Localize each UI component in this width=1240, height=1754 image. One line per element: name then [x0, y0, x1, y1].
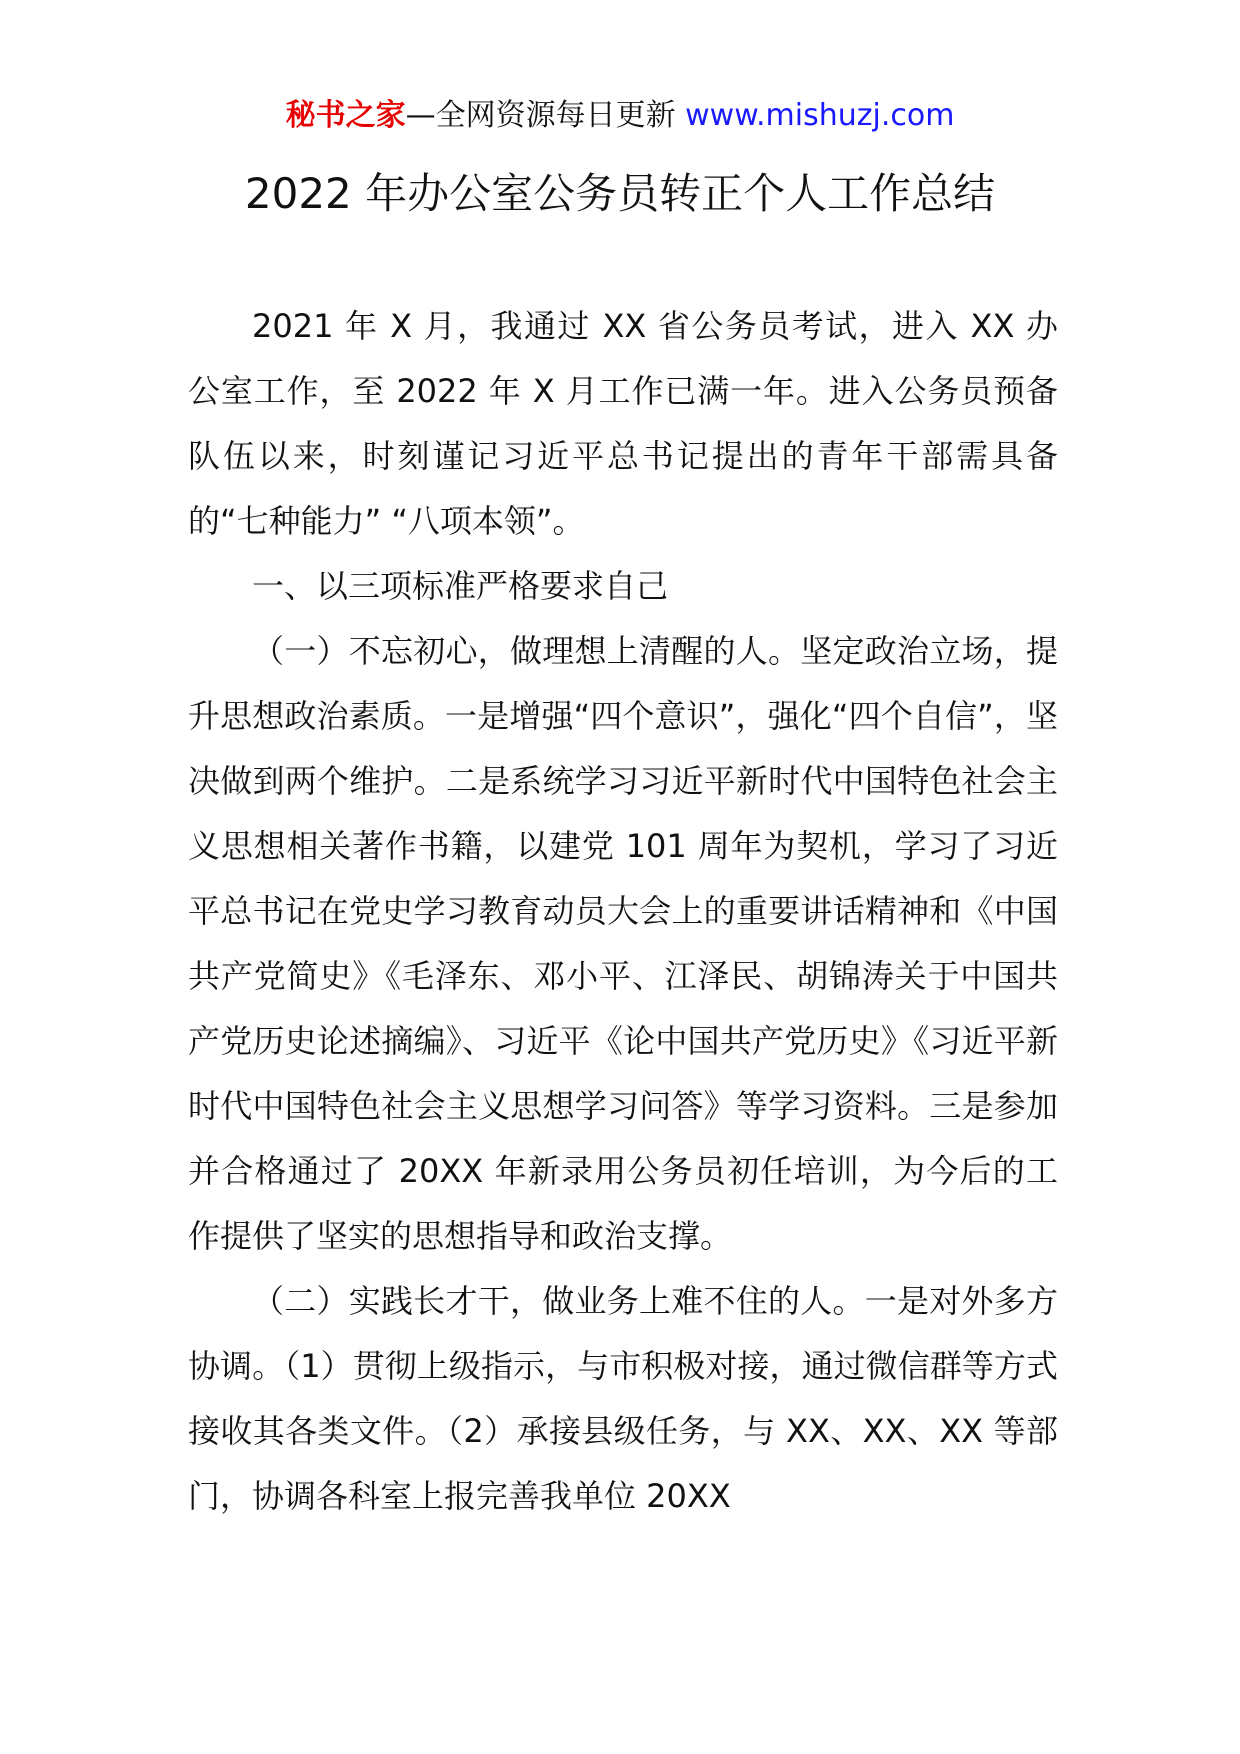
- header-tagline: —全网资源每日更新: [405, 98, 686, 133]
- site-header: [0, 96, 1240, 136]
- brand-name: 秘书之家: [285, 98, 406, 133]
- document-title: 2022 年办公室公务员转正个人工作总结: [244, 169, 996, 218]
- document-body: [188, 294, 1058, 1529]
- paragraph-intro: 2021 年 X 月，我通过 XX 省公务员考试，进入 XX 办公室工作，至 2022 年 X 月工作已满一年。进入公务员预备队伍以来，时刻谨记习近平总书记提出的青年干部需具备的“七种能力” “八项本领”。: [188, 307, 1058, 540]
- section-heading-1: 一、以三项标准严格要求自己: [252, 567, 669, 605]
- site-url-link[interactable]: www.mishuzj.com: [685, 98, 955, 133]
- paragraph-section-1-2: （二）实践长才干，做业务上难不住的人。一是对外多方协调。（1）贯彻上级指示，与市积极对接，通过微信群等方式接收其各类文件。（2）承接县级任务，与 XX、XX、XX 等部门，协调各科室上报完善我单位 20XX: [188, 1282, 1058, 1515]
- paragraph-section-1-1: （一）不忘初心，做理想上清醒的人。坚定政治立场，提升思想政治素质。一是增强“四个意识”，强化“四个自信”，坚决做到两个维护。二是系统学习习近平新时代中国特色社会主义思想相关著作书籍，以建党 101 周年为契机，学习了习近平总书记在党史学习教育动员大会上的重要讲话精神和《中国共产党简史》《毛泽东、邓小平、江泽民、胡锦涛关于中国共产党历史论述摘编》、习近平《论中国共产党历史》《习近平新时代中国特色社会主义思想学习问答》等学习资料。三是参加并合格通过了 20XX 年新录用公务员初任培训，为今后的工作提供了坚实的思想指导和政治支撑。: [188, 632, 1058, 1255]
